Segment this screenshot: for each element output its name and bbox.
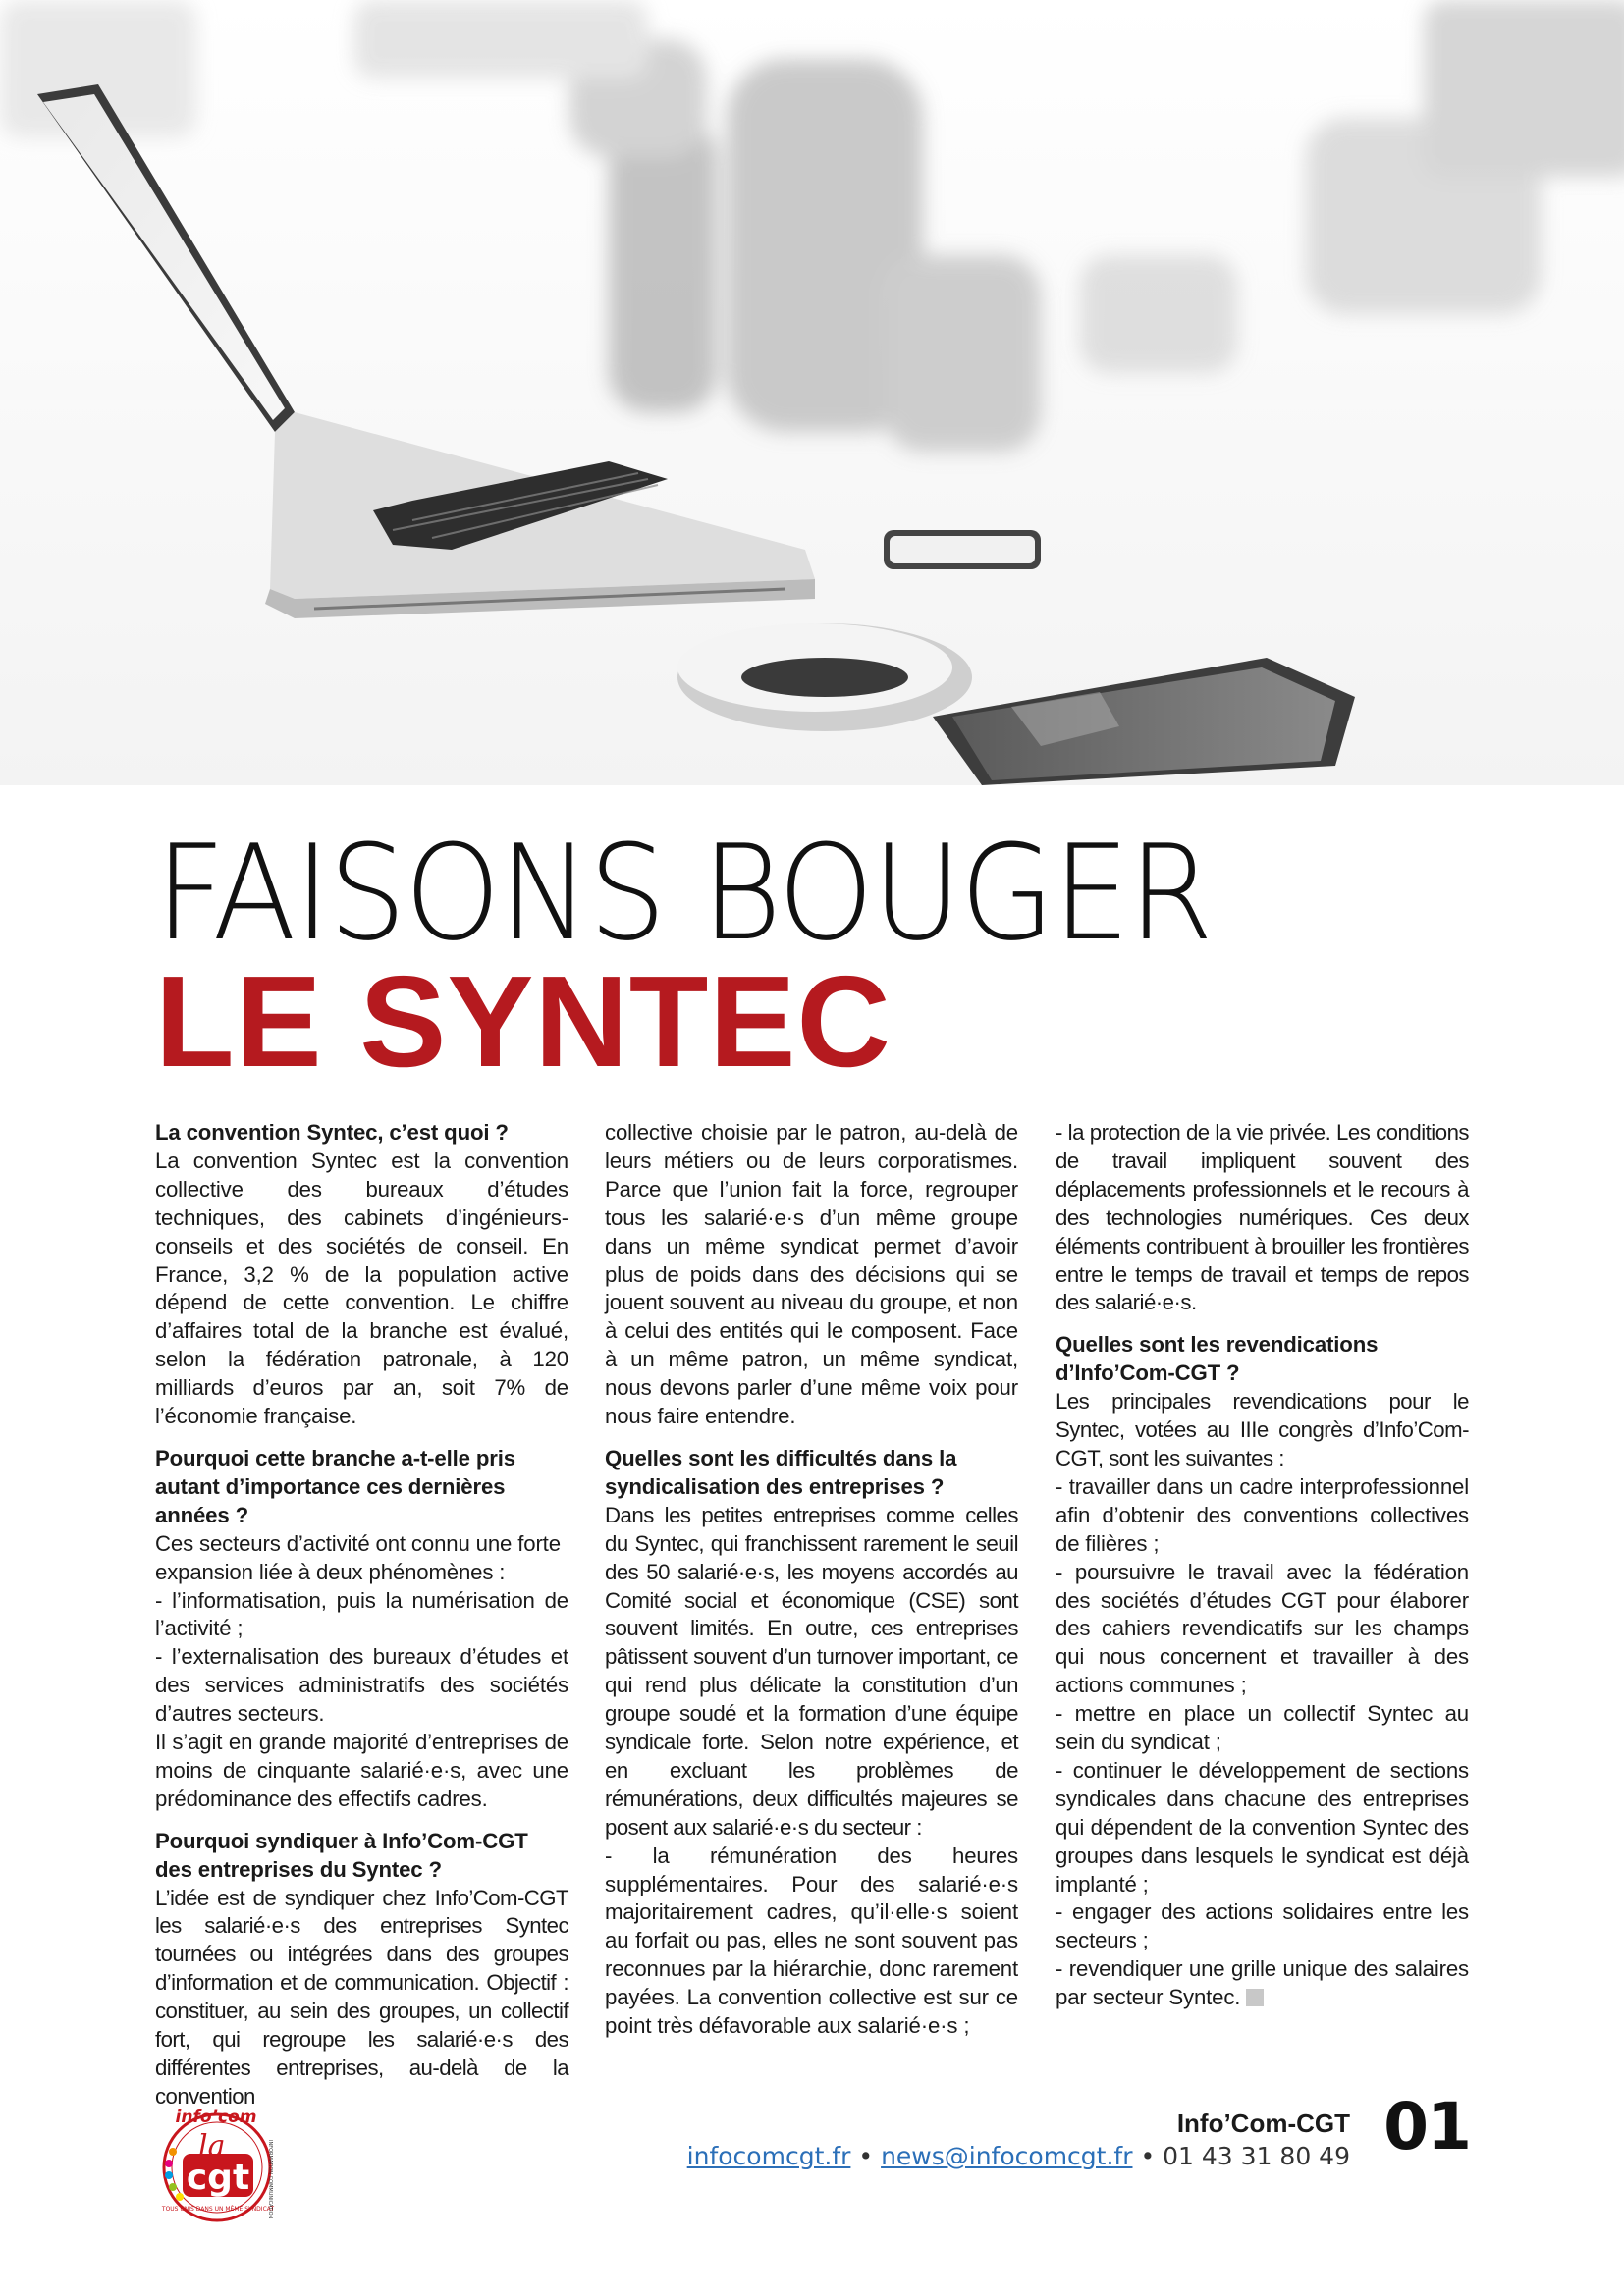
- footer-contact: [687, 2142, 1350, 2170]
- list-item: [1056, 1955, 1469, 2012]
- paragraph: Dans les petites entreprises comme celles du Syntec, qui franchissent rarement le seuil des 50 salarié·e·s, les moyens accordés au Comité social et économique (CSE) sont souvent limités. En outre, ces entreprises pâtissent souvent d’un turnover important, ce qui rend plus délicate la constitution d’un groupe soudé et la formation d’une équipe syndicale forte. Selon notre expérience, et en excluant les problèmes de rémunérations, deux difficultés majeures se posent aux salarié·e·s du secteur :: [605, 1502, 1018, 1840]
- phone-icon: [884, 530, 1041, 569]
- title-line-2: LE SYNTEC: [155, 949, 892, 1094]
- page-number: 01: [1383, 2089, 1470, 2164]
- laptop-desk-illustration: [0, 0, 1624, 785]
- section-heading: La convention Syntec, c’est quoi ?: [155, 1120, 509, 1145]
- paragraph: L’idée est de syndiquer chez Info’Com-CGT les salarié·e·s des entreprises Syntec tournées ou intégrées dans des groupes d’information et de communication. Objectif : constituer, au sein des groupes, un collectif fort, qui regroupe les salarié·e·s des différentes entreprises, au-delà de la convention: [155, 1885, 568, 2109]
- list-item-text: - revendiquer une grille unique des salaires par secteur Syntec.: [1056, 1956, 1469, 2010]
- list-item: - la rémunération des heures supplémentaires. Pour des salarié·e·s majoritairement cadres, qu’il·elle·s soient au forfait ou pas, elles ne sont souvent pas reconnues par la hiérarchie, donc rarement payées. La convention collective est sur ce point très défavorable aux salarié·e·s ;: [605, 1842, 1018, 2039]
- svg-text:info’com: info’com: [175, 2108, 257, 2127]
- mouse-icon: [677, 623, 972, 731]
- list-item: - poursuivre le travail avec la fédération des sociétés d’études CGT pour élaborer des cahiers revendicatifs sur les champs qui nous concernent et travailler à des actions communes ;: [1056, 1559, 1469, 1698]
- list-item: - continuer le développement de sections syndicales dans chacune des entreprises qui dépendent de la convention Syntec des groupes dans lesquels le syndicat est déjà implanté ;: [1056, 1757, 1469, 1896]
- paragraph: La convention Syntec est la convention collective des bureaux d’études techniques, des cabinets d’ingénieurs-conseils et des sociétés de conseil. En France, 3,2 % de la population active dépend de cette convention. Le chiffre d’affaires total de la branche est évalué, selon la fédération patronale, à 120 milliards d’euros par an, soit 7% de l’économie française.: [155, 1148, 568, 1429]
- paragraph: Ces secteurs d’activité ont connu une forte expansion liée à deux phénomènes :: [155, 1530, 561, 1584]
- list-item: - travailler dans un cadre interprofessionnel afin d’obtenir des conventions collectives de filières ;: [1056, 1473, 1469, 1556]
- section-heading: Pourquoi syndiquer à Info’Com-CGT des entreprises du Syntec ?: [155, 1828, 528, 1882]
- column-3: [1056, 1119, 1469, 2012]
- infocom-cgt-logo-icon: [153, 2101, 281, 2228]
- list-item: - l’informatisation, puis la numérisation de l’activité ;: [155, 1587, 568, 1641]
- list-item: - engager des actions solidaires entre les secteurs ;: [1056, 1899, 1469, 1953]
- footer-organization: Info’Com-CGT: [1176, 2109, 1350, 2138]
- column-1: [155, 1119, 568, 2111]
- section-heading: Pourquoi cette branche a-t-elle pris autant d’importance ces dernières années ?: [155, 1445, 515, 1527]
- paragraph: Les principales revendications pour le Syntec, votées au IIIe congrès d’Info’Com-CGT, sont les suivantes :: [1056, 1389, 1469, 1470]
- article-body: [155, 1119, 1469, 2109]
- svg-text:la: la: [198, 2129, 226, 2163]
- email-link[interactable]: news@infocomcgt.fr: [881, 2142, 1133, 2170]
- svg-text:TOUS UNIS DANS UN MÊME SYNDICA: TOUS UNIS DANS UN MÊME SYNDICAT: [161, 2206, 275, 2213]
- section-heading: Quelles sont les difficultés dans la syndicalisation des entreprises ?: [605, 1445, 957, 1499]
- website-link[interactable]: infocomcgt.fr: [686, 2142, 851, 2170]
- paragraph: collective choisie par le patron, au-delà de leurs métiers ou de leurs corporatismes. Parce que l’union fait la force, regrouper tous les salarié·e·s d’un même groupe dans un même syndicat permet d’avoir plus de poids dans des décisions qui se jouent souvent au niveau du groupe, et non à celui des entités qui le composent. Face à un même patron, un même syndicat, nous devons parler d’une même voix pour nous faire entendre.: [605, 1120, 1018, 1429]
- svg-text:cgt: cgt: [186, 2158, 250, 2198]
- title-line-1: FAISONS BOUGER: [155, 817, 1212, 970]
- list-item: - la protection de la vie privée. Les conditions de travail impliquent souvent des déplacements professionnels et le recours à des technologies numériques. Ces deux éléments contribuent à brouiller les frontières entre le temps de travail et temps de repos des salarié·e·s.: [1056, 1120, 1469, 1315]
- paragraph: Il s’agit en grande majorité d’entreprises de moins de cinquante salarié·e·s, avec une prédominance des effectifs cadres.: [155, 1730, 568, 1811]
- end-of-article-mark: [1246, 1989, 1264, 2006]
- list-item: - mettre en place un collectif Syntec au sein du syndicat ;: [1056, 1701, 1469, 1755]
- phone-number: 01 43 31 80 49: [1163, 2142, 1350, 2170]
- hero-photo: [0, 0, 1624, 785]
- svg-text:INFORMATION COMMUNICATION: INFORMATION COMMUNICATION: [267, 2140, 273, 2219]
- separator: •: [1140, 2142, 1156, 2170]
- cgt-logo: [153, 2101, 281, 2228]
- list-item: - l’externalisation des bureaux d’études et des services administratifs des sociétés d’autres secteurs.: [155, 1644, 568, 1727]
- section-heading: Quelles sont les revendications d’Info’Com-CGT ?: [1056, 1332, 1379, 1386]
- article-title: [155, 817, 1530, 1094]
- column-2: [605, 1119, 1018, 2041]
- separator: •: [858, 2142, 874, 2170]
